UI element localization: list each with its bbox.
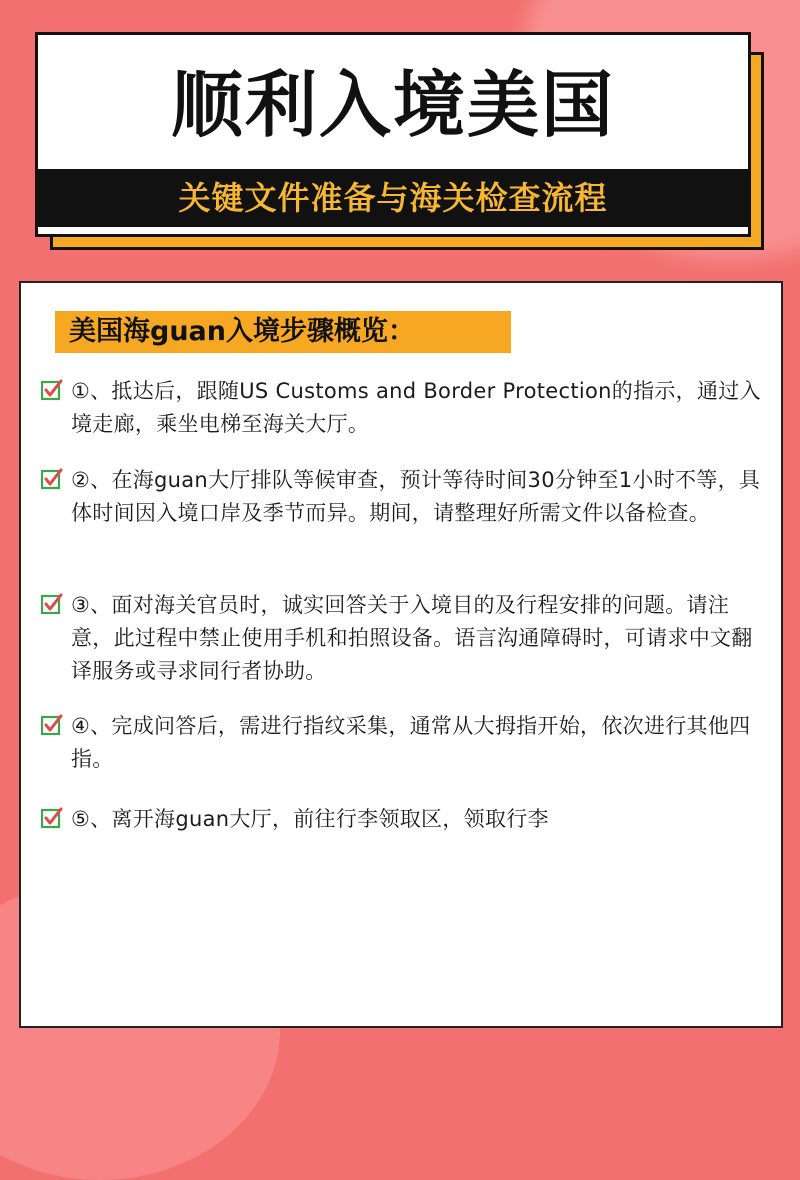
checkbox-checkmark-icon xyxy=(41,593,63,615)
step-text-1: ①、抵达后，跟随US Customs and Border Protection的指示，通过入境走廊，乘坐电梯至海关大厅。 xyxy=(71,379,761,436)
checkbox-checkmark-icon xyxy=(41,468,63,490)
page-subtitle: 关键文件准备与海关检查流程 xyxy=(178,179,608,217)
content-card xyxy=(19,281,783,1028)
section-heading-banner xyxy=(55,311,511,353)
step-text-3: ③、面对海关官员时，诚实回答关于入境目的及行程安排的问题。请注意，此过程中禁止使用手机和拍照设备。语言沟通障碍时，可请求中文翻译服务或寻求同行者协助。 xyxy=(71,593,753,683)
section-heading: 美国海guan入境步骤概览： xyxy=(69,316,415,347)
checkbox-checkmark-icon xyxy=(41,379,63,401)
step-text-4: ④、完成问答后，需进行指纹采集，通常从大拇指开始，依次进行其他四指。 xyxy=(71,714,751,771)
step-text-5: ⑤、离开海guan大厅，前往行李领取区，领取行李 xyxy=(71,807,549,831)
checkbox-checkmark-icon xyxy=(41,807,63,829)
page-title: 顺利入境美国 xyxy=(170,63,615,147)
subtitle-bar xyxy=(38,169,748,227)
checkbox-checkmark-icon xyxy=(41,714,63,736)
header-card xyxy=(35,32,751,237)
step-text-2: ②、在海guan大厅排队等候审查，预计等待时间30分钟至1小时不等，具体时间因入境口岸及季节而异。期间，请整理好所需文件以备检查。 xyxy=(71,468,761,525)
